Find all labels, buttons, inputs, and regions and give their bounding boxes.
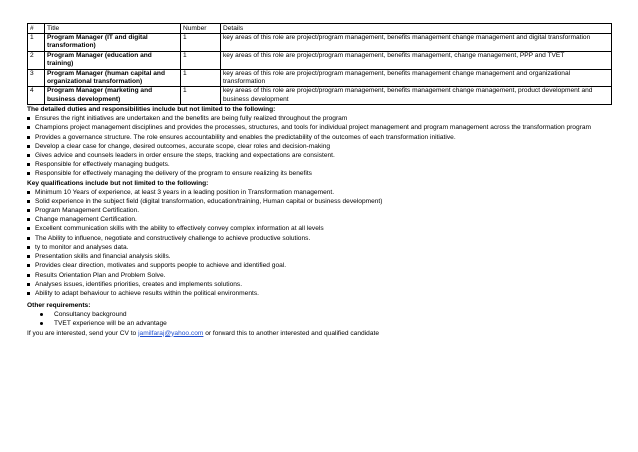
list-item-text: Ability to adapt behaviour to achieve results within the political environments. [35, 289, 259, 297]
list-item [27, 133, 611, 142]
table-header-row [28, 24, 612, 34]
square-bullet-icon [27, 218, 30, 221]
square-bullet-icon [27, 255, 30, 258]
list-item-text: Program Management Certification. [35, 207, 140, 215]
list-item [27, 151, 611, 160]
square-bullet-icon [27, 283, 30, 286]
row-title: Program Manager (IT and digital transformation) [45, 34, 181, 52]
round-bullet-icon [40, 313, 43, 316]
list-item [27, 261, 611, 270]
closing-line [27, 329, 611, 338]
square-bullet-icon [27, 264, 30, 267]
list-item-text: Change management Certification. [35, 216, 137, 224]
header-number-sign: # [28, 24, 45, 34]
other-requirements-heading: Other requirements: [27, 302, 91, 310]
list-item [27, 280, 611, 289]
list-item-text: Gives advice and counsels leaders in order ensure the steps, tracking and expectations are consistent. [35, 152, 335, 160]
square-bullet-icon [27, 246, 30, 249]
duties-heading: The detailed duties and responsibilities include but not limited to the following: [27, 106, 276, 114]
row-details: key areas of this role are project/program management, benefits management, change management, PPP and TVET [221, 51, 612, 69]
qualifications-list [27, 188, 611, 298]
row-title: Program Manager (human capital and organizational transformation) [45, 69, 181, 87]
list-item-text: Consultancy background [54, 311, 127, 319]
table-row [28, 87, 612, 105]
list-item-text: Analyses issues, identifies priorities, creates and implements solutions. [35, 280, 243, 288]
list-item-text: Provides clear direction, motivates and supports people to achieve and identified goal. [35, 262, 287, 270]
list-item [27, 123, 611, 132]
row-count: 1 [181, 34, 221, 52]
square-bullet-icon [27, 237, 30, 240]
row-title: Program Manager (education and training) [45, 51, 181, 69]
header-title: Title [45, 24, 181, 34]
row-count: 1 [181, 69, 221, 87]
row-details: key areas of this role are project/program management, benefits management change management and digital transformation [221, 34, 612, 52]
document [27, 23, 611, 338]
list-item [40, 319, 611, 328]
list-item [27, 188, 611, 197]
email-link[interactable]: jamilfaraj@yahoo.com [138, 329, 204, 337]
row-index: 3 [28, 69, 45, 87]
duties-section [27, 105, 611, 178]
list-item [27, 289, 611, 298]
square-bullet-icon [27, 117, 30, 120]
header-number: Number [181, 24, 221, 34]
row-details: key areas of this role are project/program management, benefits management change management and organizational transformation [221, 69, 612, 87]
list-item-text: ty to monitor and analyses data. [35, 243, 129, 251]
qualifications-heading: Key qualifications include but not limited to the following: [27, 179, 209, 187]
list-item-text: Provides a governance structure. The role ensures accountability and enables the predictability of the outcomes of each transformation initiative. [35, 133, 456, 141]
square-bullet-icon [27, 136, 30, 139]
square-bullet-icon [27, 274, 30, 277]
duties-list [27, 114, 611, 178]
list-item-text: Responsible for effectively managing budgets. [35, 161, 170, 169]
table-row [28, 51, 612, 69]
list-item-text: Solid experience in the subject field (digital transformation, education/training, Human capital or business development) [35, 197, 383, 205]
square-bullet-icon [27, 200, 30, 203]
list-item-text: Minimum 10 Years of experience, at least 3 years in a leading position in Transformation management. [35, 188, 335, 196]
square-bullet-icon [27, 145, 30, 148]
list-item-text: Results Orientation Plan and Problem Solve. [35, 271, 166, 279]
list-item-text: Develop a clear case for change, desired outcomes, accurate scope, clear roles and decision-making [35, 142, 331, 150]
square-bullet-icon [27, 163, 30, 166]
other-requirements-list [27, 310, 611, 328]
list-item [27, 160, 611, 169]
square-bullet-icon [27, 126, 30, 129]
list-item [27, 243, 611, 252]
square-bullet-icon [27, 154, 30, 157]
table-row [28, 34, 612, 52]
row-index: 1 [28, 34, 45, 52]
row-index: 4 [28, 87, 45, 105]
qualifications-section [27, 179, 611, 298]
table-row [28, 69, 612, 87]
square-bullet-icon [27, 292, 30, 295]
list-item-text: TVET experience will be an advantage [54, 320, 167, 328]
closing-text-before: If you are interested, send your CV to [27, 329, 139, 337]
row-index: 2 [28, 51, 45, 69]
list-item [27, 114, 611, 123]
list-item [27, 197, 611, 206]
header-details: Details [221, 24, 612, 34]
list-item-text: The Ability to influence, negotiate and constructively challenge to achieve productive solutions. [35, 234, 311, 242]
list-item-text: Ensures the right initiatives are undertaken and the benefits are being fully realized throughout the program [35, 115, 348, 123]
list-item [27, 234, 611, 243]
other-requirements-section [27, 301, 611, 328]
closing-text-after: or forward this to another interested and qualified candidate [203, 329, 379, 337]
square-bullet-icon [27, 172, 30, 175]
list-item [27, 206, 611, 215]
round-bullet-icon [40, 322, 43, 325]
list-item [27, 215, 611, 224]
positions-table [27, 23, 612, 105]
list-item [27, 271, 611, 280]
row-title: Program Manager (marketing and business development) [45, 87, 181, 105]
list-item-text: Excellent communication skills with the ability to effectively convey complex information at all levels [35, 225, 324, 233]
list-item [27, 169, 611, 178]
list-item [27, 224, 611, 233]
square-bullet-icon [27, 227, 30, 230]
square-bullet-icon [27, 209, 30, 212]
list-item [27, 142, 611, 151]
row-count: 1 [181, 51, 221, 69]
list-item [27, 252, 611, 261]
list-item [40, 310, 611, 319]
list-item-text: Presentation skills and financial analysis skills. [35, 253, 171, 261]
list-item-text: Champions project management disciplines and provides the processes, structures, and tools for individual project management and program management across the transformation program [35, 124, 591, 132]
row-count: 1 [181, 87, 221, 105]
row-details: key areas of this role are project/program management, benefits management change management, product development and business development [221, 87, 612, 105]
square-bullet-icon [27, 191, 30, 194]
list-item-text: Responsible for effectively managing the delivery of the program to ensure realizing its benefits [35, 170, 312, 178]
